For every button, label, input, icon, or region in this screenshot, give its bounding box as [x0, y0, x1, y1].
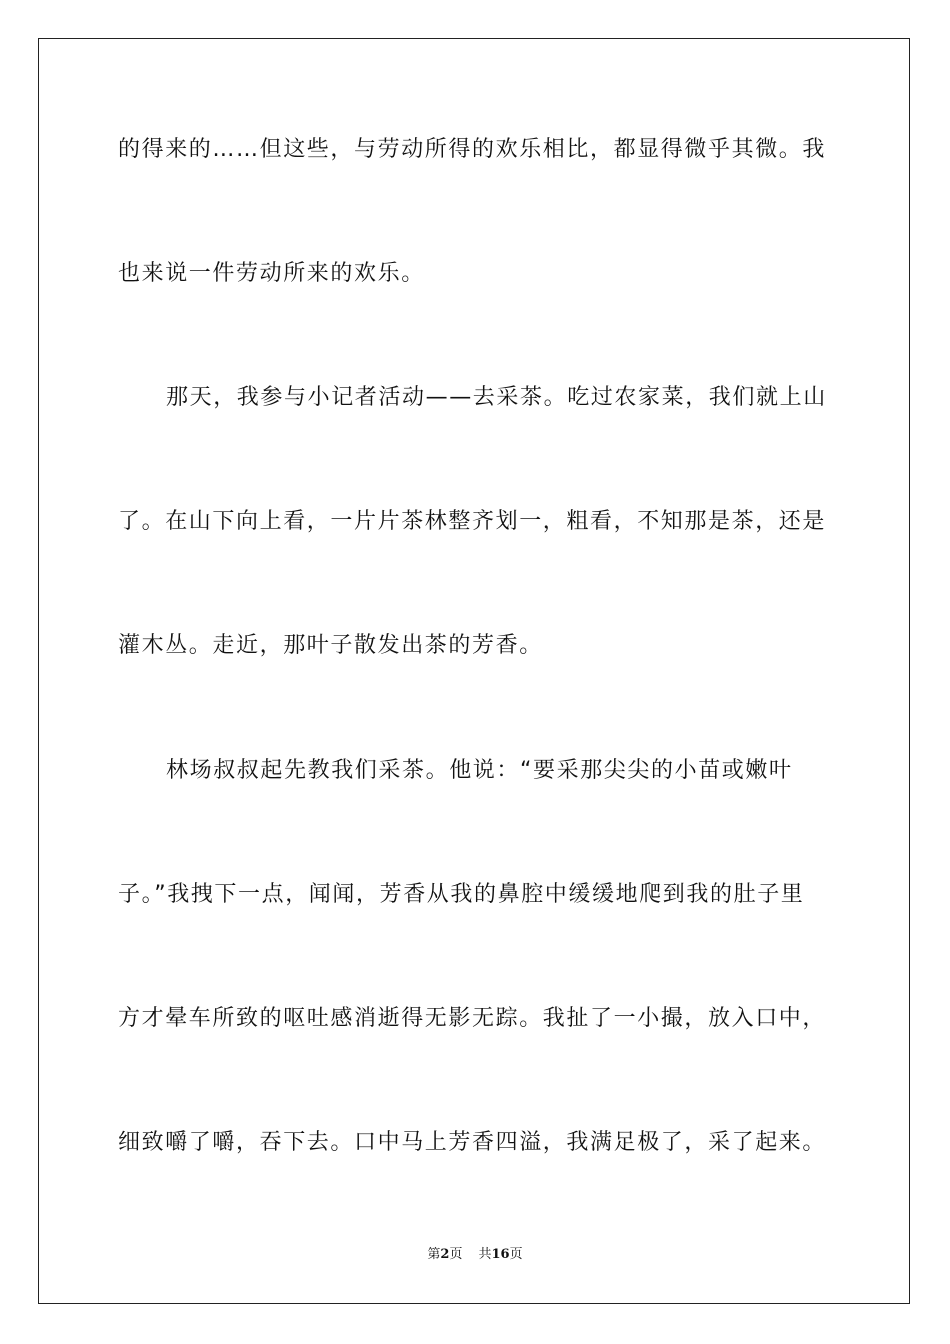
body-line-6: 林场叔叔起先教我们采茶。他说：“要采那尖尖的小苗或嫩叶 — [166, 758, 793, 783]
total-suffix: 页 — [509, 1247, 523, 1262]
page-footer — [0, 1246, 950, 1264]
total-prefix: 共 — [478, 1247, 492, 1262]
body-line-9: 细致嚼了嚼，吞下去。口中马上芳香四溢，我满足极了，采了起来。 — [118, 1130, 827, 1155]
body-line-4: 了。在山下向上看，一片片茶林整齐划一，粗看，不知那是茶，还是 — [118, 509, 827, 534]
page-border — [38, 38, 910, 1304]
total-pages: 16 — [491, 1247, 510, 1262]
body-line-8: 方才晕车所致的呕吐感消逝得无影无踪。我扯了一小撮，放入口中， — [118, 1006, 827, 1031]
page-suffix: 页 — [449, 1247, 463, 1262]
page-number: 2 — [440, 1247, 450, 1262]
body-line-2: 也来说一件劳动所来的欢乐。 — [118, 261, 425, 286]
page-prefix: 第 — [427, 1247, 441, 1262]
body-line-5: 灌木丛。走近，那叶子散发出茶的芳香。 — [118, 633, 543, 658]
body-line-7: 子。”我拽下一点，闻闻，芳香从我的鼻腔中缓缓地爬到我的肚子里 — [118, 882, 805, 907]
body-line-1: 的得来的……但这些，与劳动所得的欢乐相比，都显得微乎其微。我 — [118, 137, 827, 162]
body-line-3: 那天，我参与小记者活动——去采茶。吃过农家菜，我们就上山 — [166, 385, 827, 410]
